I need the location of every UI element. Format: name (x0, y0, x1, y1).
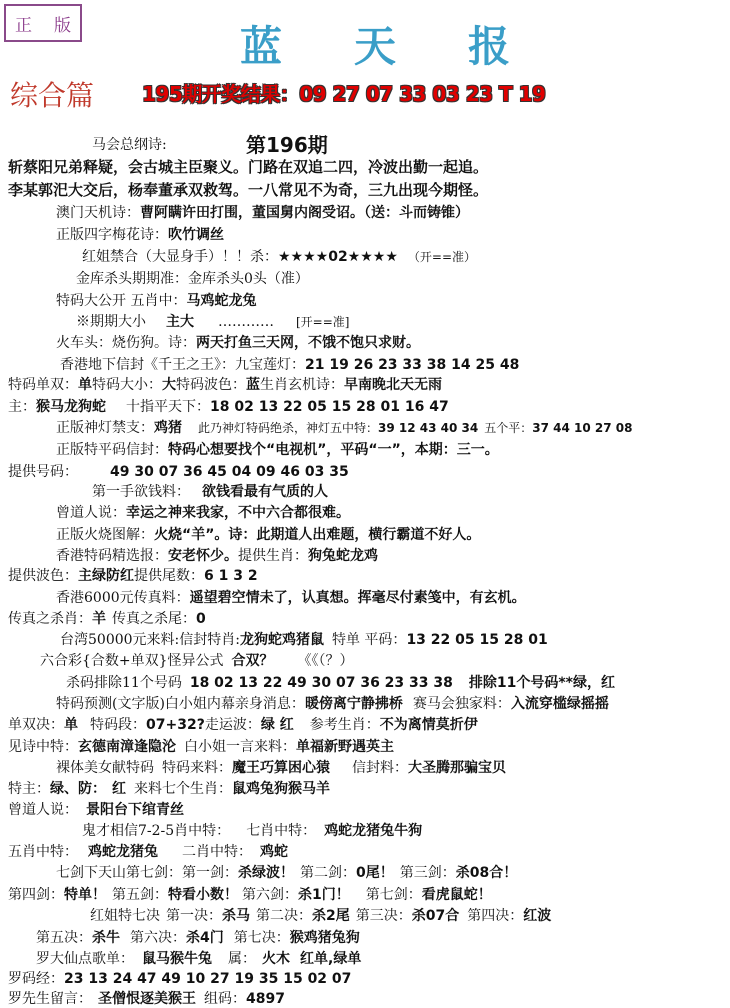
line-07: 金库杀头期期准：金库杀头0头（准） (76, 271, 309, 287)
line-23: 传真之杀肖：羊 传真之杀尾：0 (8, 611, 206, 627)
line-35: 七剑下天山第七剑：第一剑：杀绿波！ 第二剑：0尾！ 第三剑：杀08合！ (56, 865, 518, 881)
line-20: 香港特码精选报：安老怀少。提供生肖：狗兔蛇龙鸡 (56, 548, 378, 564)
draw-result: 195期开奖结果：09 27 07 33 03 23 T 19 (142, 82, 546, 106)
stamp-char-right: 版 (54, 15, 71, 36)
line-15: 正版特平码信封：特码心想要找个“电视机”，平码“一”，本期：三一。 (56, 442, 499, 458)
line-18: 曾道人说：幸运之神来我家，不中六合都很难。 (56, 505, 350, 521)
line-10: 火车头：烧伤狗。诗：两天打鱼三天网，不饿不饱只求财。 (56, 335, 420, 351)
line-27: 特码预测(文字版)白小姐内幕亲身消息：暖傍离宁静拂桥 赛马会独家料：入流穿槛绿摇摇 (56, 696, 609, 712)
line-24: 台湾50000元来料:信封特肖:龙狗蛇鸡猪鼠 特单 平码：13 22 05 15 28 01 (60, 632, 548, 648)
line-28: 单双决：单 特码段：07+32?走运波：绿 红 参考生肖：不为离情莫折伊 (8, 717, 478, 733)
line-14: 正版神灯禁支：鸡猪 此乃神灯特码绝杀，神灯五中特：39 12 43 40 34 五个平：37 44 10 27 08 (56, 420, 633, 436)
line-12: 特码单双：单特码大小：大特码波色：蓝生肖玄机诗：早南晚北天无雨 (8, 377, 442, 393)
line-29: 见诗中特：玄德南漳逢隐沦 白小姐一言来料：单福新野遇英主 (8, 739, 394, 755)
line-31: 特主：绿、防： 红 来料七个生肖：鼠鸡兔狗猴马羊 (8, 781, 330, 797)
line-19: 正版火烧图解：火烧“羊”。诗：此期道人出难题，横行霸道不好人。 (56, 527, 481, 543)
masthead-char-1: 蓝 (240, 22, 283, 71)
line-25: 六合彩{合数+单双}怪异公式 合双？ 《《（？） (40, 653, 354, 669)
line-39: 罗大仙点歌单： 鼠马猴牛兔 属： 火木 红单,绿单 (36, 951, 362, 967)
line-01: 马会总纲诗: (92, 137, 167, 153)
section-heading: 综合篇 (10, 79, 95, 112)
line-21: 提供波色：主绿防红提供尾数：6 1 3 2 (8, 568, 258, 584)
line-41: 罗先生留言： 圣僧恨逐美猴王 组码：4897 (8, 991, 285, 1007)
line-32: 曾道人说： 景阳台下绾青丝 (8, 802, 184, 818)
masthead-title (240, 14, 510, 74)
line-37: 红姐特七决 第一决：杀马 第二决：杀2尾 第三决：杀07合 第四决：红波 (90, 908, 552, 924)
edition-stamp (4, 4, 82, 42)
line-26: 杀码排除11个号码 18 02 13 22 49 30 07 36 23 33 38 排除11个号码**绿，红 (66, 675, 615, 691)
line-38: 第五决：杀牛 第六决：杀4门 第七决：猴鸡猪兔狗 (36, 930, 360, 946)
line-08: 特码大公开 五肖中：马鸡蛇龙兔 (56, 293, 257, 309)
line-09: ※期期大小 主大 ………… [开==准] (76, 314, 350, 330)
masthead-char-2: 天 (353, 22, 396, 71)
line-16: 提供号码： 49 30 07 36 45 04 09 46 03 35 (8, 464, 349, 480)
issue-number: 第196期 (246, 133, 328, 157)
line-36: 第四剑：特单！ 第五剑：特看小数！ 第六剑：杀1门！ 第七剑：看虎鼠蛇！ (8, 887, 492, 903)
line-11: 香港地下信封《千王之王》：九宝莲灯：21 19 26 23 33 38 14 25 48 (60, 357, 520, 373)
line-05: 正版四字梅花诗：吹竹调丝 (56, 227, 224, 243)
line-02: 斩蔡阳兄弟释疑，会古城主臣聚义。门路在双追二四，冷波出勤一起追。 (8, 158, 489, 176)
line-33: 鬼才相信7-2-5肖中特： 七肖中特： 鸡蛇龙猪兔牛狗 (82, 823, 423, 839)
line-03: 李某郭汜大交后，杨奉董承双救驾。一八常见不为奇，三九出现今期怪。 (8, 181, 489, 199)
line-17: 第一手欲钱料： 欲钱看最有气质的人 (92, 484, 328, 500)
line-13: 主：猴马龙狗蛇 十指平天下：18 02 13 22 05 15 28 01 16 47 (8, 399, 449, 415)
stamp-char-left: 正 (15, 15, 32, 36)
line-22: 香港6000元传真料：遥望碧空情未了，认真想。挥毫尽付素笺中，有玄机。 (56, 590, 526, 606)
line-40: 罗码经：23 13 24 47 49 10 27 19 35 15 02 07 (8, 971, 352, 987)
line-30: 裸体美女献特码 特码来料：魔王巧算困心猿 信封料：大圣腾那骗宝贝 (56, 760, 506, 776)
masthead-char-3: 报 (467, 22, 510, 71)
line-04: 澳门天机诗：曹阿瞒许田打围，董国舅内阁受诏。（送：斗而铸锥） (56, 205, 469, 221)
line-06: 红姐禁合（大显身手）！！杀：★★★★02★★★★ （开==准） (82, 249, 477, 265)
line-34: 五肖中特： 鸡蛇龙猪兔 二肖中特： 鸡蛇 (8, 844, 288, 860)
